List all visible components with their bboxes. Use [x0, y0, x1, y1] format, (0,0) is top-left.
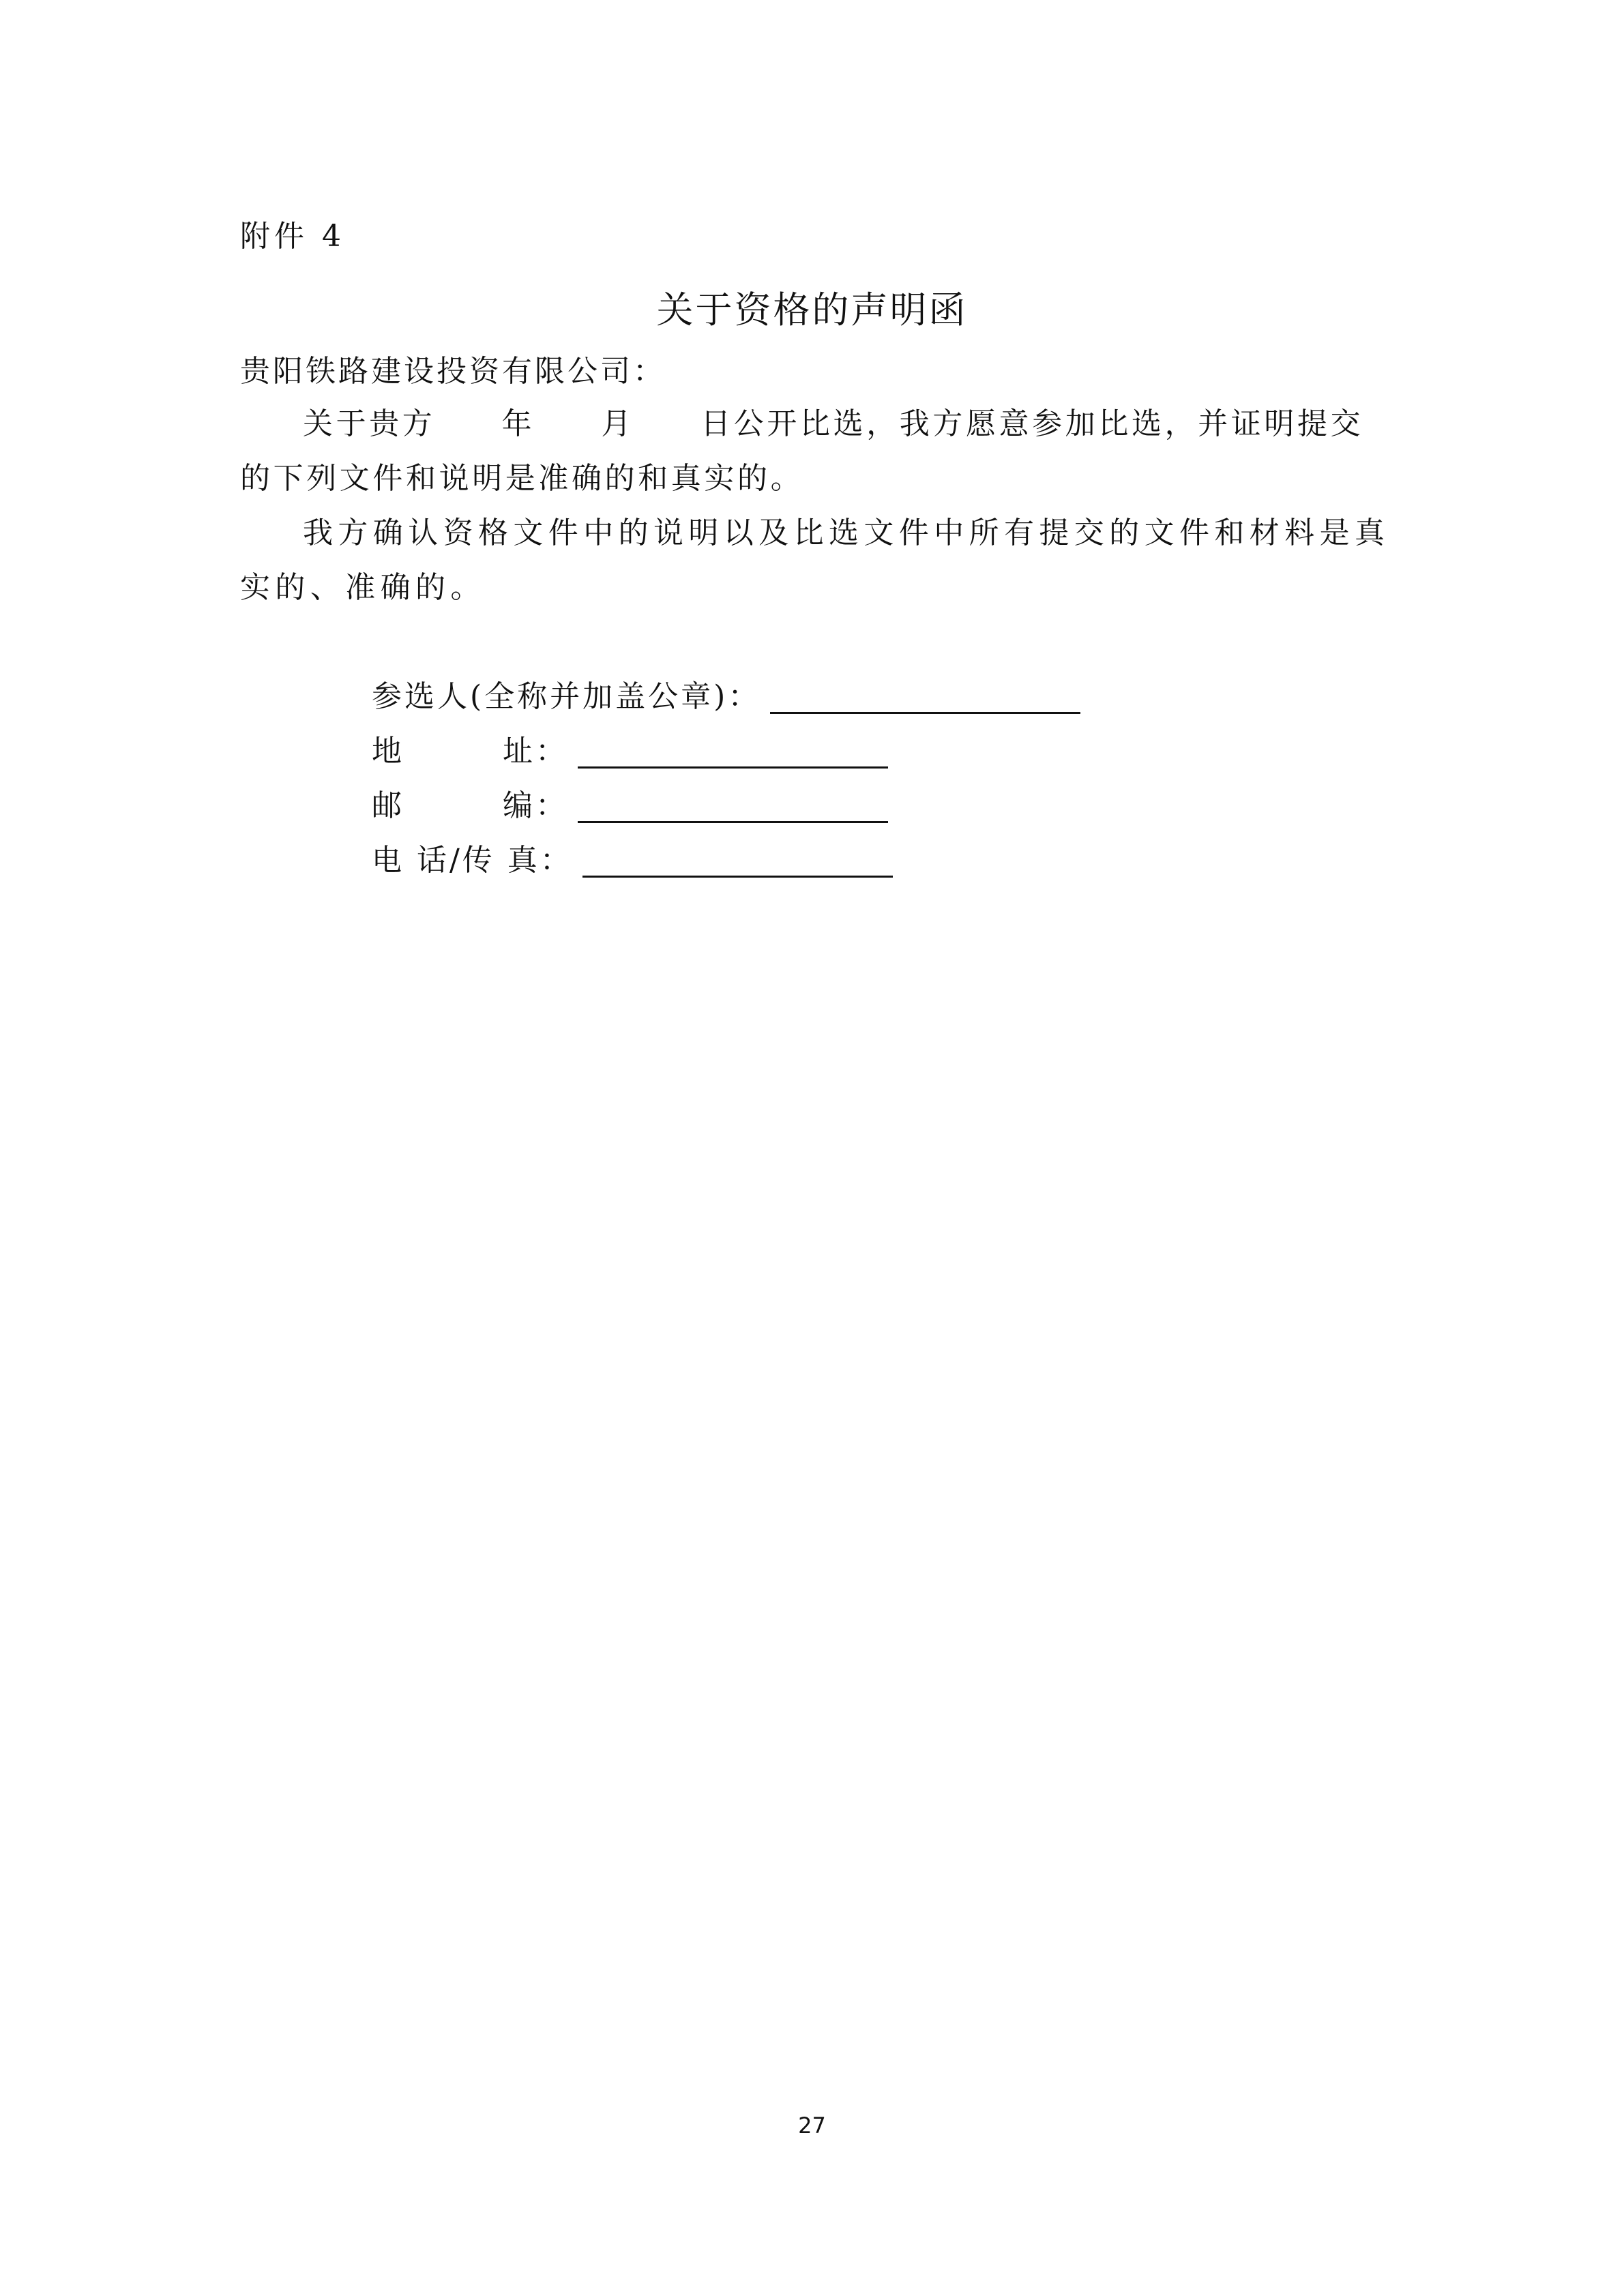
document-title: 关于资格的声明函 — [656, 288, 968, 331]
field-label: 地 址： — [372, 734, 568, 769]
blank-line — [578, 821, 888, 823]
blank-line — [582, 876, 893, 878]
field-label: 参选人(全称并加盖公章)： — [372, 679, 761, 714]
page-number: 27 — [798, 2113, 826, 2138]
field-label: 电 话/传 真： — [372, 843, 573, 878]
paragraph-confirmation: 我方确认资格文件中的说明以及比选文件中所有提交的文件和材料是真实的、准确的。 — [240, 516, 1390, 605]
paragraph-declaration: 关于贵方 年 月 日公开比选，我方愿意参加比选，并证明提交的下列文件和说明是准确的和真实的。 — [240, 406, 1364, 496]
blank-line — [578, 766, 888, 769]
signature-field-phone-fax — [372, 835, 893, 879]
signature-field-address — [372, 726, 888, 770]
annex-label: 附件 4 — [240, 219, 345, 254]
addressee: 贵阳铁路建设投资有限公司： — [240, 354, 666, 389]
signature-field-postcode — [372, 781, 888, 824]
field-label: 邮 编： — [372, 788, 568, 823]
signature-field-bidder — [372, 672, 1080, 715]
blank-line — [770, 712, 1080, 714]
